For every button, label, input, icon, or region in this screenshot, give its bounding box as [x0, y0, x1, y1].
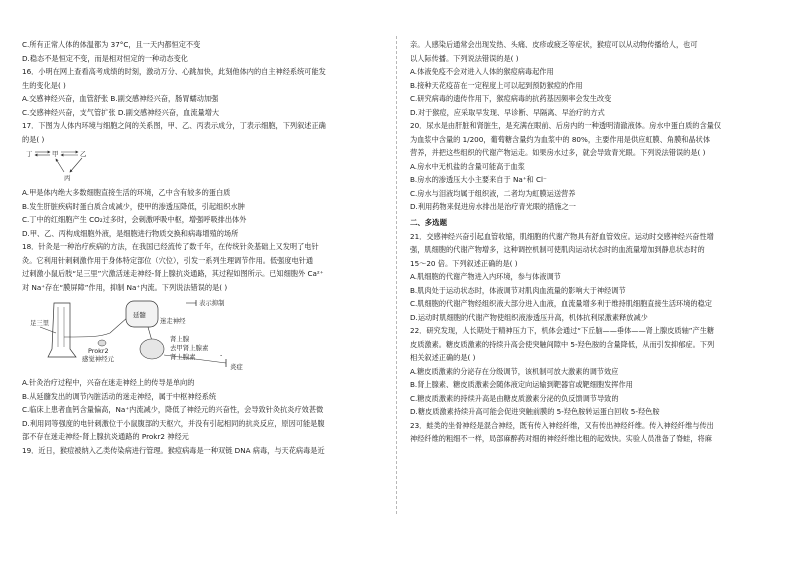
label-zusanli: 足三里	[30, 319, 50, 327]
option-line: D.利用同等强度的电针刺激位于小鼠腹部的天枢穴，并没有引起相同的抗炎反应，原因可能是腹	[22, 418, 325, 428]
question-17-stem: 17．下图为人体内环境与细胞之间的关系图，甲、乙、丙表示成分，丁表示细胞，下列叙述正确	[22, 121, 326, 130]
left-column	[22, 38, 378, 457]
option-line: D.利用药物来促进房水排出是治疗青光眼的措施之一	[410, 202, 576, 211]
figure-18-diagram	[22, 297, 378, 373]
option-line: A.肌细胞的代谢产物进入内环境，参与体液调节	[410, 272, 561, 281]
option-line: D.对于猴痘，应采取早发现、早诊断、早隔离、早治疗的方式	[410, 107, 605, 117]
leg-outline	[48, 303, 76, 357]
needle-icon	[40, 327, 56, 333]
text-line: 相关叙述正确的是( )	[410, 353, 476, 362]
label-inflammation: 炎症	[230, 363, 243, 371]
acupuncture-pathway-diagram	[30, 297, 280, 373]
option-line: A.体液免疫不会对进入人体的猴痘病毒起作用	[410, 67, 554, 76]
text-line: 过刺激小鼠后肢“足三里”穴激活迷走神经-肾上腺抗炎通路，其过程如图所示。已知细胞外 Ca²⁺	[22, 269, 324, 278]
label-medulla: 延髓	[133, 311, 146, 319]
question-22-stem: 22．研究发现，人长期处于精神压力下，机体会通过“下丘脑——垂体——肾上腺皮质轴”产生糖	[410, 326, 715, 335]
question-21-stem: 21．交感神经兴奋引起血管收缩，肌细胞的代谢产物具有舒血管效应。运动时交感神经兴奋性增	[410, 231, 714, 241]
label-bing: 丙	[64, 174, 71, 182]
label-sensory-neuron: 感觉神经元	[82, 355, 114, 363]
option-line: C.研究病毒的遗传作用下，猴痘病毒的抗药基因频率会发生改变	[410, 94, 612, 103]
option-line: B.肌肉处于运动状态时，体液调节对肌肉血流量的影响大于神经调节	[410, 285, 626, 295]
option-line: B.从延髓发出的调节內脏活动的迷走神经，属于中枢神经系统	[22, 391, 217, 401]
text-line: C.所有正常人体的体温都为 37°C，且一天内都恒定不变	[22, 40, 201, 49]
option-line: A.糖皮质激素的分泌存在分级调节，该机制可放大激素的调节效应	[410, 366, 619, 376]
option-line: D.运动时肌细胞的代谢产物使组织液渗透压升高，机体抗利尿激素释放减少	[410, 312, 648, 322]
option-line: B.发生肝脏疾病时蛋白质合成减少，使甲的渗透压降低，引起组织水肿	[22, 201, 245, 211]
option-line: A.交感神经兴奋，血管舒张 B.副交感神经兴奋，肠胃蠕动加强	[22, 94, 219, 103]
adrenal-gland-shape	[140, 339, 164, 359]
right-column	[410, 38, 766, 446]
text-line: 神经纤维的粗细不一样，局部麻醉药对细的神经纤维比粗的起效快。实验人员准备了脊蛙，将麻	[410, 434, 712, 443]
text-line: 生的变化是( )	[22, 80, 66, 90]
question-19-stem: 19．近日，猴痘被纳入乙类传染病进行管理。猴痘病毒是一种双链 DNA 病毒，与天花病毒是近	[22, 445, 325, 455]
body-fluid-diagram	[22, 146, 112, 186]
text-line: 以人际传播。下列说法错误的是( )	[410, 53, 519, 63]
legend-inhibit: 表示抑制	[199, 299, 225, 307]
question-16-stem: 16．小明在网上查看高考成绩的时刻，激动万分、心跳加快，此刻他体内的自主神经系统可能发	[22, 67, 326, 76]
option-line: D.糖皮质激素持续升高可能会促进突触前膜的 5-羟色胺转运蛋白回收 5-羟色胺	[410, 407, 660, 416]
label-noradrenaline: 去甲肾上腺素	[170, 344, 209, 352]
question-20-stem: 20．尿水是由肝脏和肾脏生，是充满在眼前、后房内的一种透明清澈液体。房水中蛋白质的含量仅	[410, 121, 722, 130]
option-line: C.糖皮质激素的持续升高是由糖皮质激素分泌的负反馈调节导致的	[410, 393, 619, 403]
label-minus: -	[220, 351, 223, 359]
question-18-stem: 18．针灸是一种治疗疾病的方法，在我国已经流传了数千年，在传统针灸基础上又发明了电针	[22, 242, 319, 251]
text-line: 部不存在迷走神经-肾上腺抗炎通路的 Prokr2 神经元	[22, 432, 189, 441]
option-line: A.房水中无机盐的含量可能高于血浆	[410, 161, 525, 171]
option-line: C.交感神经兴奋，支气管扩张 D.副交感神经兴奋，血流量增大	[22, 107, 220, 117]
text-line: 灸。它利用针刺刺激作用于身体特定部位（穴位），引发一系列生理调节作用。低强度电针通	[22, 255, 314, 265]
option-line: A.甲是体内绝大多数细胞直接生活的环境，乙中含有较多的蛋白质	[22, 188, 231, 197]
column-divider	[396, 36, 397, 514]
label-adrenal: 肾上腺	[170, 335, 190, 343]
text-line: D.稳态不是恒定不变，而是相对恒定的一种动态变化	[22, 53, 188, 63]
label-jia: 甲	[52, 150, 59, 158]
label-adrenaline: 肾上腺素	[170, 353, 196, 361]
label-ding: 丁	[26, 150, 33, 158]
text-line: 的是( )	[22, 134, 45, 144]
figure-17-diagram	[22, 146, 378, 186]
option-line: D.甲、乙、丙构成细胞外液，是细胞进行物质交换和病毒增殖的场所	[22, 228, 239, 238]
option-line: C.丁中的红细胞产生 CO₂过多时，会刺激呼吸中枢，增强呼吸排出体外	[22, 215, 247, 224]
option-line: C.临床上患者血钙含量偏高，Na⁺内流减少，降低了神经元的兴奋性，会导致针灸抗炎疗效甚微	[22, 405, 324, 414]
text-line: 对 Na⁺存在“膜屏障”作用，抑制 Na⁺内流。下列说法错误的是( )	[22, 282, 228, 292]
text-line: 为血浆中含量的 1/200，葡萄糖含量约为血浆中的 80%，主要作用是供应虹膜、角膜和晶状体	[410, 134, 711, 144]
text-line: 15～20 倍。下列叙述正确的是( )	[410, 258, 518, 268]
option-line: B.接种天花疫苗在一定程度上可以起到预防猴痘的作用	[410, 80, 583, 90]
option-line: C.肌细胞的代谢产物经组织液大部分进入血液，血流量增多利于维持肌细胞直接生活环境的稳定	[410, 299, 712, 308]
question-23-stem: 23．蛙类的坐骨神经是混合神经，既有传入神经纤维，又有传出神经纤维。传入神经纤维与传出	[410, 420, 714, 430]
label-yi: 乙	[80, 150, 87, 158]
option-line: C.房水与泪液均属于组织液，二者均为虹膜运送营养	[410, 188, 576, 198]
text-line: 强，肌细胞的代谢产物增多，这种调控机制可使肌肉运动状态时的血流量增加到静息状态时的	[410, 245, 705, 254]
label-vagus-nerve: 迷走神经	[160, 317, 186, 325]
text-line: 亲。人感染后通常会出现发热、头痛、皮疹或疲乏等症状，猴痘可以从动物传播给人，也可	[410, 40, 698, 49]
option-line: B.肾上腺素、糖皮质激素会随体液定向运输到靶器官或靶细胞发挥作用	[410, 380, 633, 389]
section-title: 二、多选题	[410, 217, 447, 227]
option-line: B.房水的渗透压大小主要来自于 Na⁺和 Cl⁻	[410, 175, 547, 184]
option-line: A.针灸治疗过程中，兴奋在迷走神经上的传导是单向的	[22, 378, 195, 387]
text-line: 皮质激素。糖皮质激素的持续升高会使突触间隙中 5-羟色胺的含量降低，从而引发抑郁症。下列	[410, 339, 715, 349]
text-line: 营养，并把这些组织的代谢产物运走。如果房水过多，就会导致青光眼。下列说法错误的是( )	[410, 148, 706, 157]
label-prokr2: Prokr2	[88, 347, 109, 355]
